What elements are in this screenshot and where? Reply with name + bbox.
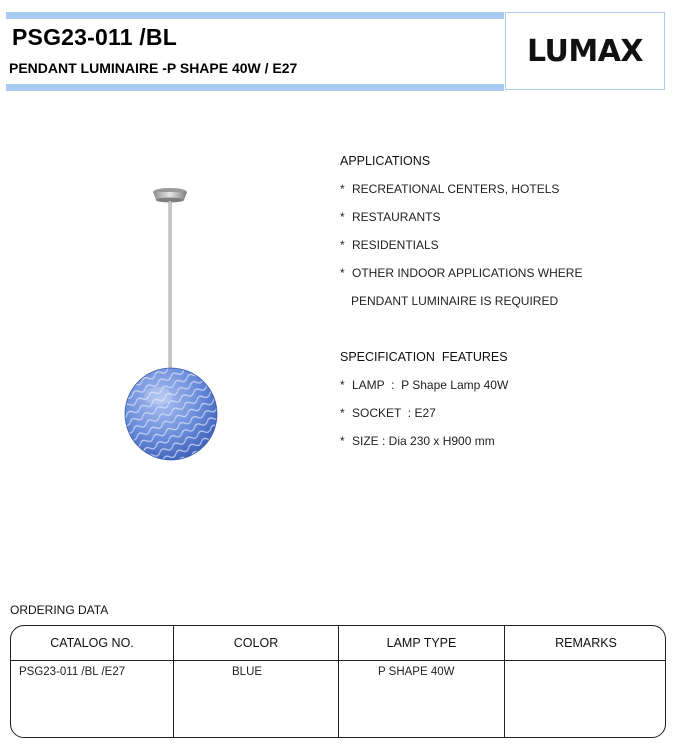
column-header-lamp-type: LAMP TYPE bbox=[386, 636, 457, 650]
brand-logo-box bbox=[505, 12, 665, 90]
application-item: RESIDENTIALS bbox=[352, 238, 439, 252]
product-description: PENDANT LUMINAIRE -P SHAPE 40W / E27 bbox=[9, 60, 298, 76]
applications-section bbox=[340, 154, 582, 322]
list-item bbox=[340, 266, 582, 294]
spec-size: SIZE : Dia 230 x H900 mm bbox=[352, 434, 495, 448]
ordering-data-label: ORDERING DATA bbox=[10, 603, 109, 617]
application-item: RESTAURANTS bbox=[352, 210, 441, 224]
list-item bbox=[340, 434, 508, 462]
specification-heading: SPECIFICATION FEATURES bbox=[340, 350, 508, 364]
ordering-table bbox=[10, 625, 666, 738]
list-item bbox=[340, 182, 582, 210]
bullet: * bbox=[340, 378, 345, 392]
brand-logo: LUMAX bbox=[526, 33, 644, 69]
list-item bbox=[340, 378, 508, 406]
column-header-catalog: CATALOG NO. bbox=[50, 636, 134, 650]
applications-heading: APPLICATIONS bbox=[340, 154, 431, 168]
pendant-lamp-icon bbox=[110, 180, 235, 470]
list-item bbox=[340, 238, 582, 266]
bullet: * bbox=[340, 210, 345, 224]
spec-lamp: LAMP : P Shape Lamp 40W bbox=[352, 378, 509, 392]
cell-lamp-type: P SHAPE 40W bbox=[378, 666, 455, 678]
application-item: OTHER INDOOR APPLICATIONS WHERE bbox=[352, 266, 583, 280]
column-header-remarks: REMARKS bbox=[555, 636, 617, 650]
bullet: * bbox=[340, 182, 345, 196]
header-divider bbox=[11, 660, 665, 661]
bullet: * bbox=[340, 406, 345, 420]
application-item: RECREATIONAL CENTERS, HOTELS bbox=[352, 182, 560, 196]
spec-socket: SOCKET : E27 bbox=[352, 406, 436, 420]
header-bottom-bar bbox=[6, 84, 504, 91]
product-image bbox=[110, 180, 235, 470]
bullet: * bbox=[340, 266, 345, 280]
model-title: PSG23-011 /BL bbox=[12, 24, 177, 50]
bullet: * bbox=[340, 238, 345, 252]
list-item bbox=[340, 406, 508, 434]
list-item bbox=[340, 210, 582, 238]
header-top-bar bbox=[6, 12, 504, 19]
specification-section bbox=[340, 350, 508, 462]
column-header-color: COLOR bbox=[233, 636, 279, 650]
bullet: * bbox=[340, 434, 345, 448]
cell-color: BLUE bbox=[232, 666, 263, 678]
application-continuation: PENDANT LUMINAIRE IS REQUIRED bbox=[351, 294, 559, 308]
cell-catalog: PSG23-011 /BL /E27 bbox=[19, 666, 126, 678]
